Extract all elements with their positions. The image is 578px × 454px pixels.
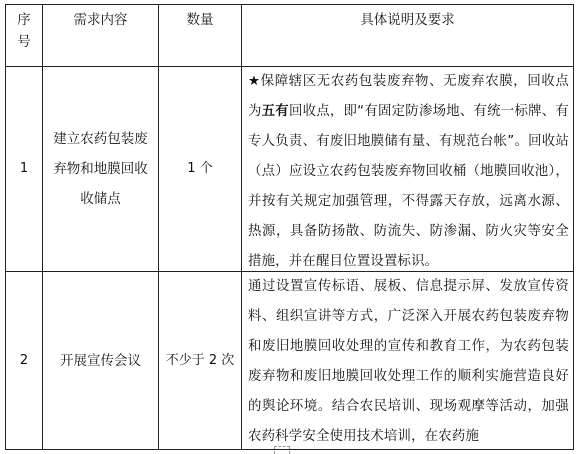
header-details: 具体说明及要求 <box>242 5 574 67</box>
row1-quantity: 1 个 <box>159 67 242 272</box>
row2-quantity: 不少于 2 次 <box>159 272 242 450</box>
row1-details-bold: 五有 <box>261 104 289 119</box>
header-seq: 序号 <box>6 5 43 67</box>
row2-details: 通过设置宣传标语、展板、信息提示屏、发放宣传资料、组织宣讲等方式，广泛深入开展农药包装废弃物和废旧地膜回收处理的宣传和教育工作，为农药包装废弃物和废旧地膜回收处理工作的顺利实施营造良好的舆论环境。结合农民培训、现场观摩等活动，加强农药科学安全使用技术培训，在农药施 <box>242 272 574 450</box>
header-content: 需求内容 <box>43 5 159 67</box>
row1-details <box>242 67 574 272</box>
table-header-row <box>6 5 574 67</box>
requirements-table <box>5 4 574 450</box>
table-row <box>6 272 574 450</box>
row1-seq: 1 <box>6 67 43 272</box>
header-quantity: 数量 <box>159 5 242 67</box>
row1-content: 建立农药包装废弃物和地膜回收收储点 <box>43 67 159 272</box>
star-mark: ★ <box>248 74 261 89</box>
row1-details-part1: 保障辖区无农药包装废弃物、无废弃农膜，回收点为 <box>248 74 569 119</box>
row2-content: 开展宣传会议 <box>43 272 159 450</box>
row2-seq: 2 <box>6 272 43 450</box>
row1-details-part2: 回收点，即“有固定防渗场地、有统一标牌、有专人负责、有废旧地膜储有量、有规范台帐”。回收站（点）应设立农药包装废弃物回收桶（地膜回收池），并按有关规定加强管理，不得露天存放，远离水源、热源，具备防扬散、防流失、防渗漏、防火灾等安全措施，并在醒目位置设置标识。 <box>248 104 569 269</box>
table-row <box>6 67 574 272</box>
